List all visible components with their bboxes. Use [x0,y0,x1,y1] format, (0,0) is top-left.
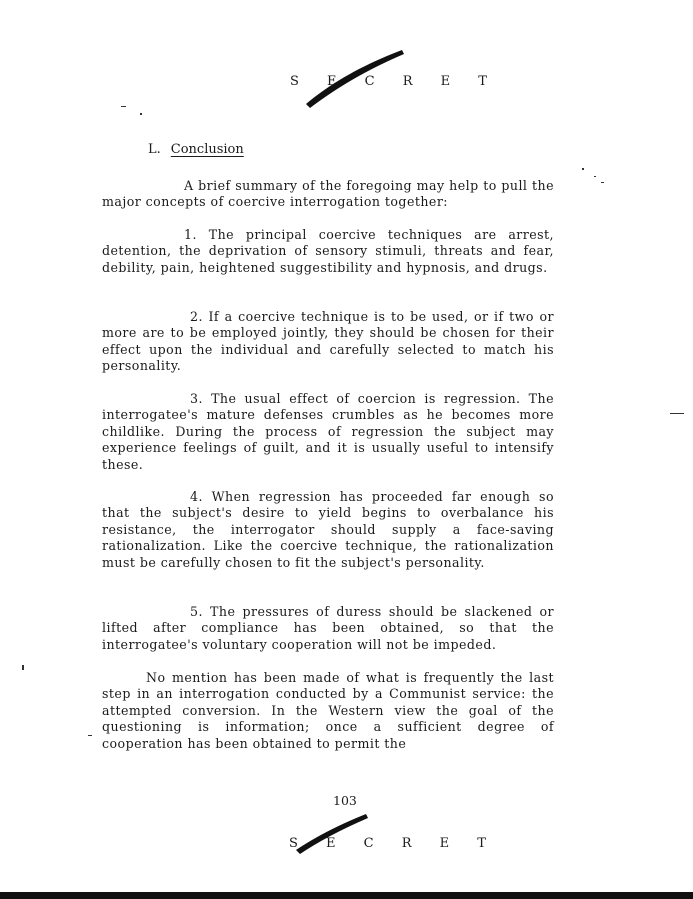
intro-paragraph: A brief summary of the foregoing may help to pull the major concepts of coercive interrogation together: [102,178,554,210]
scan-speck [670,413,684,414]
closing-paragraph: No mention has been made of what is frequently the last step in an interrogation conducted by a Communist service: the attempted conversion. In the Western view the goal of the questioning is information; once a sufficient degree of cooperation has been obtained to permit the [102,670,554,751]
point-1-paragraph: 1. The principal coercive techniques are arrest, detention, the deprivation of sensory stimuli, threats and fear, debility, pain, heightened suggestibility and hypnosis, and drugs. [102,227,554,275]
scan-speck [121,106,126,107]
page-number: 103 [333,793,357,808]
scan-speck [22,665,24,670]
point-5-paragraph: 5. The pressures of duress should be slackened or lifted after compliance has been obtained, so that the interrogatee's voluntary cooperation will not be impeded. [102,604,554,652]
classification-stamp-bottom: S E C R E T [289,836,498,851]
scan-speck [582,168,584,170]
point-3-paragraph: 3. The usual effect of coercion is regression. The interrogatee's mature defenses crumbles as he becomes more childlike. During the process of regression the subject may experience feelings of guilt, and it is usually useful to intensify these. [102,391,554,472]
scan-speck [140,113,142,115]
point-4-paragraph: 4. When regression has proceeded far enough so that the subject's desire to yield begins to overbalance his resistance, the interrogator should supply a face-saving rationalization. Like the coercive technique, the rationalization must be carefully chosen to fit the subject's personality. [102,489,554,570]
scan-bottom-edge [0,892,693,899]
section-letter: L. [148,142,161,157]
classification-stamp-top: S E C R E T [290,74,499,89]
section-title: Conclusion [170,142,244,157]
scan-speck [594,176,596,177]
point-2-paragraph: 2. If a coercive technique is to be used, or if two or more are to be employed jointly, they should be chosen for their effect upon the individual and carefully selected to match his personality. [102,309,554,374]
redaction-mark-bottom [292,808,372,854]
section-heading [148,142,244,157]
scan-speck [88,735,92,736]
scan-speck [601,182,604,183]
redaction-mark-top [300,44,410,110]
